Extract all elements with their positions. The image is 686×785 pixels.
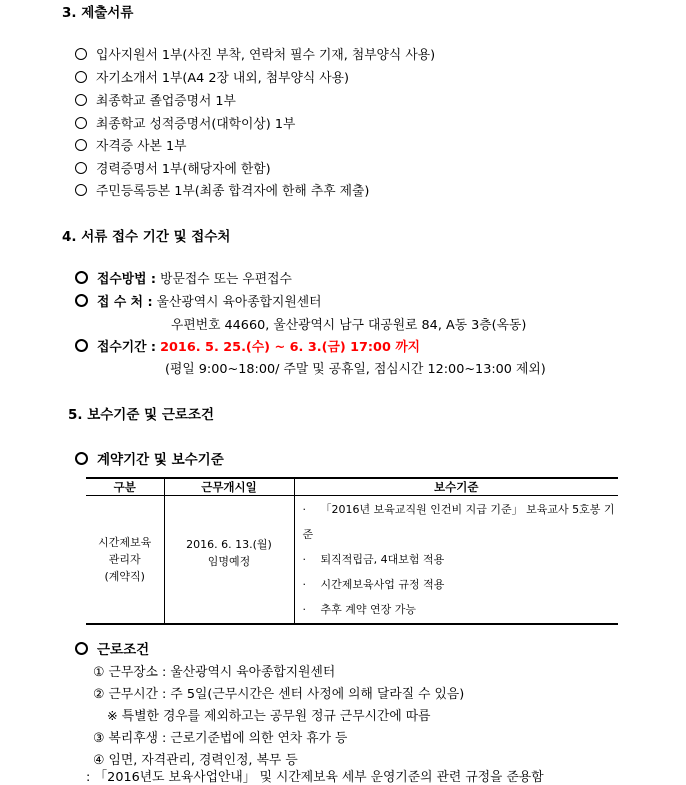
list-item: · 퇴직적립금, 4대보험 적용	[302, 553, 445, 566]
standards-cell	[294, 496, 618, 625]
pay-standard-table	[86, 477, 618, 625]
method-row	[75, 268, 292, 287]
condition-item: ② 근무시간 : 주 5일(근무시간은 센터 사정에 의해 달라질 수 있음)	[93, 687, 465, 702]
list-item: 주민등록등본 1부(최종 합격자에 한해 추후 제출)	[75, 180, 369, 199]
circle-bullet-icon	[75, 452, 88, 465]
category-cell: 시간제보육 관리자 (계약직)	[86, 496, 164, 625]
section-4-title: 4. 서류 접수 기간 및 접수처	[62, 229, 231, 245]
list-item: · 시간제보육사업 규정 적용	[302, 578, 445, 591]
table-header: 보수기준	[294, 478, 618, 496]
circle-bullet-icon	[75, 117, 87, 129]
place-address: 우편번호 44660, 울산광역시 남구 대공원로 84, A동 3층(옥동)	[171, 318, 527, 333]
section-5-title: 5. 보수기준 및 근로조건	[68, 407, 214, 423]
work-heading: 근로조건	[97, 642, 150, 658]
table-header: 근무개시일	[164, 478, 294, 496]
period-value: 2016. 5. 25.(수) ~ 6. 3.(금) 17:00 까지	[160, 340, 421, 355]
circle-bullet-icon	[75, 139, 87, 151]
list-item: · 「2016년 보육교직원 인건비 지급 기준」 보육교사 5호봉 기준	[302, 503, 615, 541]
table-header-row	[86, 478, 618, 496]
period-note: (평일 9:00~18:00/ 주말 및 공휴일, 점심시간 12:00~13:00 제외)	[165, 362, 546, 377]
list-item: · 추후 계약 연장 가능	[302, 603, 416, 616]
period-label: 접수기간 :	[97, 340, 157, 355]
circle-bullet-icon	[75, 94, 87, 106]
period-row	[75, 336, 420, 355]
contract-heading-row	[75, 448, 224, 468]
contract-heading: 계약기간 및 보수기준	[97, 452, 224, 468]
method-label: 접수방법 :	[97, 272, 157, 287]
condition-item: ④ 임면, 자격관리, 경력인정, 복무 등	[93, 753, 298, 768]
circle-bullet-icon	[75, 162, 87, 174]
circle-bullet-icon	[75, 339, 88, 352]
condition-item: ③ 복리후생 : 근로기준법에 의한 연차 휴가 등	[93, 731, 348, 746]
place-label: 접 수 처 :	[97, 295, 153, 310]
condition-item: ① 근무장소 : 울산광역시 육아종합지원센터	[93, 665, 336, 680]
list-item: 경력증명서 1부(해당자에 한함)	[75, 158, 271, 177]
circle-bullet-icon	[75, 642, 88, 655]
footer-note: : 「2016년도 보육사업안내」 및 시간제보육 세부 운영기준의 관련 규정을 준용함	[86, 770, 544, 785]
list-item: 자격증 사본 1부	[75, 135, 186, 154]
list-item: 입사지원서 1부(사진 부착, 연락처 필수 기재, 첨부양식 사용)	[75, 44, 435, 63]
method-value: 방문접수 또는 우편접수	[160, 272, 292, 287]
circle-bullet-icon	[75, 71, 87, 83]
list-item: 자기소개서 1부(A4 2장 내외, 첨부양식 사용)	[75, 67, 349, 86]
table-header: 구분	[86, 478, 164, 496]
circle-bullet-icon	[75, 271, 88, 284]
circle-bullet-icon	[75, 294, 88, 307]
table-row	[86, 496, 618, 625]
list-item: 최종학교 졸업증명서 1부	[75, 90, 236, 109]
circle-bullet-icon	[75, 48, 87, 60]
work-heading-row	[75, 638, 149, 658]
place-row	[75, 291, 321, 310]
section-3-title: 3. 제출서류	[62, 5, 134, 21]
start-date-cell: 2016. 6. 13.(월) 임명예정	[164, 496, 294, 625]
list-item: 최종학교 성적증명서(대학이상) 1부	[75, 113, 295, 132]
circle-bullet-icon	[75, 184, 87, 196]
place-value: 울산광역시 육아종합지원센터	[156, 295, 322, 310]
condition-note: ※ 특별한 경우를 제외하고는 공무원 정규 근무시간에 따름	[107, 709, 431, 724]
